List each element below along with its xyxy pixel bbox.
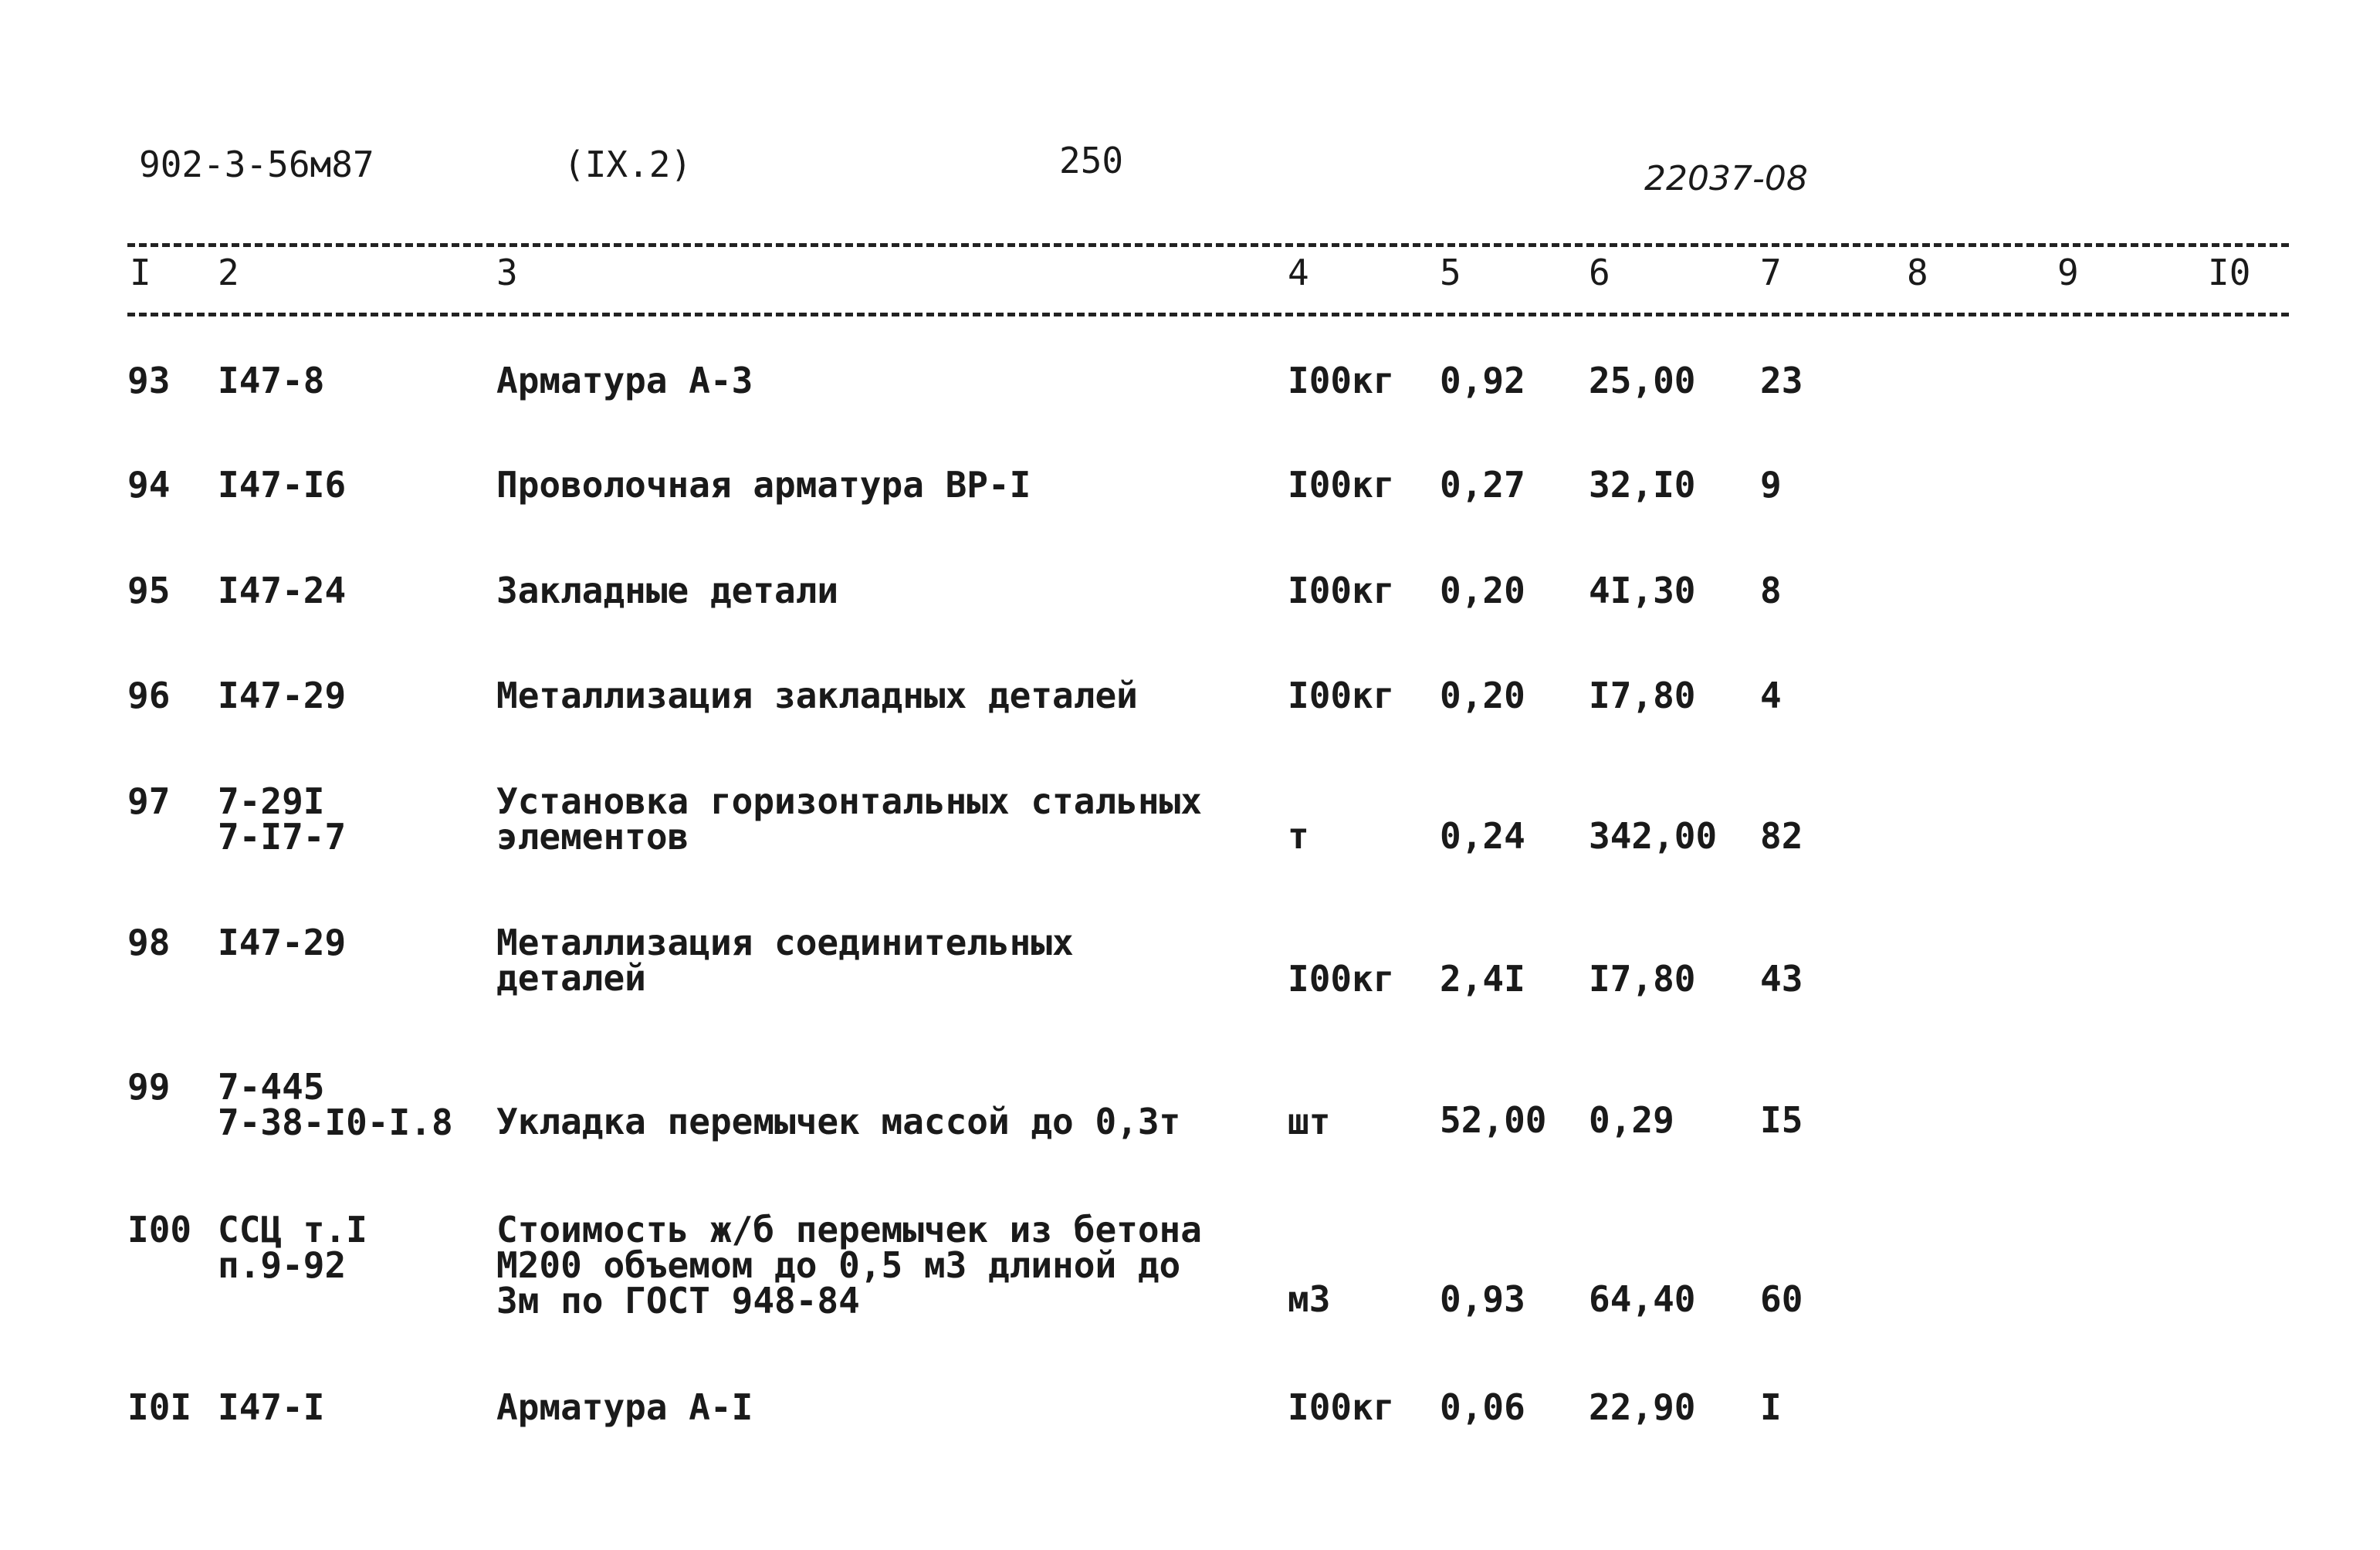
row-name: Металлизация закладных деталей <box>496 675 1138 716</box>
row-quantity: 2,4I <box>1440 958 1525 1000</box>
column-number: 5 <box>1440 252 1461 293</box>
column-number: 9 <box>2057 252 2079 293</box>
row-unit: I00кг <box>1288 464 1395 506</box>
row-name: Проволочная арматура ВР-I <box>496 464 1031 506</box>
row-total: 60 <box>1760 1278 1803 1320</box>
row-price: 4I,30 <box>1589 570 1696 611</box>
row-total: 23 <box>1760 360 1803 401</box>
column-number: 2 <box>218 252 239 293</box>
row-number: 99 <box>127 1066 171 1108</box>
section-number: (IX.2) <box>564 144 692 185</box>
row-name: Арматура А-I <box>496 1386 753 1428</box>
row-quantity: 0,20 <box>1440 570 1525 611</box>
header-divider-top <box>127 243 2289 247</box>
row-code: 7-445 7-38-I0-I.8 <box>218 1066 453 1143</box>
row-code: I47-8 <box>218 360 325 401</box>
row-quantity: 0,20 <box>1440 675 1525 716</box>
row-name: Закладные детали <box>496 570 839 611</box>
row-price: 22,90 <box>1589 1386 1696 1428</box>
row-price: 25,00 <box>1589 360 1696 401</box>
row-price: 342,00 <box>1589 815 1718 857</box>
row-price: 0,29 <box>1589 1099 1674 1141</box>
row-name: Стоимость ж/б перемычек из бетона М200 объемом до 0,5 м3 длиной до 3м по ГОСТ 948-84 <box>496 1209 1202 1322</box>
row-total: 43 <box>1760 958 1803 1000</box>
row-quantity: 0,06 <box>1440 1386 1525 1428</box>
row-code: I47-I <box>218 1386 325 1428</box>
column-number: I0 <box>2208 252 2251 293</box>
row-code: ССЦ т.I п.9-92 <box>218 1209 367 1286</box>
row-price: 64,40 <box>1589 1278 1696 1320</box>
row-number: 96 <box>127 675 171 716</box>
column-number: 6 <box>1589 252 1610 293</box>
row-unit: I00кг <box>1288 675 1395 716</box>
row-total: 82 <box>1760 815 1803 857</box>
row-total: 9 <box>1760 464 1782 506</box>
row-total: I5 <box>1760 1099 1803 1141</box>
row-number: 93 <box>127 360 171 401</box>
row-unit: I00кг <box>1288 1386 1395 1428</box>
row-number: I00 <box>127 1209 192 1250</box>
row-number: 98 <box>127 922 171 963</box>
header-divider-bottom <box>127 313 2289 316</box>
row-code: I47-29 <box>218 922 347 963</box>
row-quantity: 52,00 <box>1440 1099 1547 1141</box>
row-name: Укладка перемычек массой до 0,3т <box>496 1101 1181 1142</box>
row-price: 32,I0 <box>1589 464 1696 506</box>
row-unit: I00кг <box>1288 360 1395 401</box>
column-number: I <box>130 252 151 293</box>
row-quantity: 0,24 <box>1440 815 1525 857</box>
row-unit: м3 <box>1288 1278 1331 1320</box>
row-unit: т <box>1288 815 1309 857</box>
row-total: 8 <box>1760 570 1782 611</box>
column-number: 8 <box>1907 252 1928 293</box>
row-quantity: 0,92 <box>1440 360 1525 401</box>
row-number: 95 <box>127 570 171 611</box>
document-code: 902-3-56м87 <box>139 144 374 185</box>
row-number: 94 <box>127 464 171 506</box>
row-total: I <box>1760 1386 1782 1428</box>
page-number: 250 <box>1059 140 1124 181</box>
column-number: 4 <box>1288 252 1309 293</box>
row-quantity: 0,93 <box>1440 1278 1525 1320</box>
document-number: 22037-08 <box>1644 159 1808 198</box>
row-total: 4 <box>1760 675 1782 716</box>
row-code: I47-29 <box>218 675 347 716</box>
row-price: I7,80 <box>1589 675 1696 716</box>
row-unit: шт <box>1288 1101 1331 1142</box>
row-code: I47-I6 <box>218 464 347 506</box>
row-number: I0I <box>127 1386 192 1428</box>
row-name: Установка горизонтальных стальных элементов <box>496 780 1202 858</box>
row-unit: I00кг <box>1288 958 1395 1000</box>
row-name: Арматура А-3 <box>496 360 753 401</box>
row-code: 7-29I 7-I7-7 <box>218 780 347 858</box>
row-unit: I00кг <box>1288 570 1395 611</box>
row-code: I47-24 <box>218 570 347 611</box>
row-number: 97 <box>127 780 171 822</box>
column-number: 3 <box>496 252 518 293</box>
row-name: Металлизация соединительных деталей <box>496 922 1074 999</box>
column-number: 7 <box>1760 252 1782 293</box>
row-price: I7,80 <box>1589 958 1696 1000</box>
row-quantity: 0,27 <box>1440 464 1525 506</box>
